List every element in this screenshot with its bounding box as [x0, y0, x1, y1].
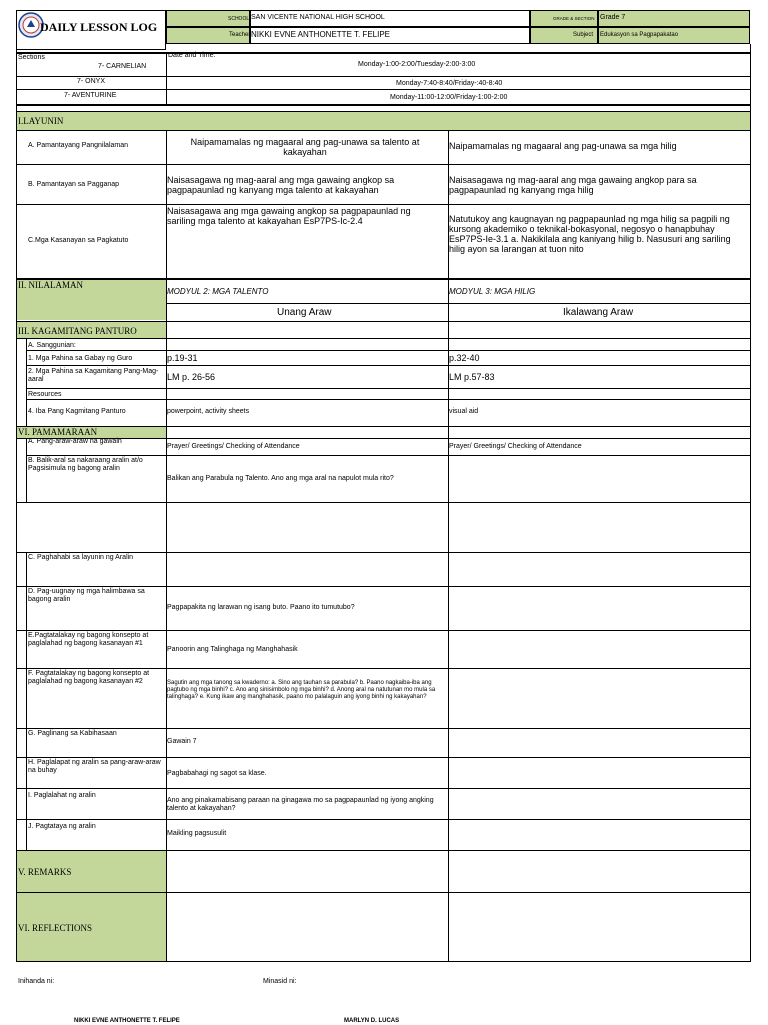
row-label: J. Pagtataya ng aralin [28, 823, 96, 830]
cell-text: p.19-31 [167, 353, 198, 363]
row-label: C. Paghahabi sa layunin ng Aralin [28, 554, 134, 561]
section-heading-kagamitan: III. KAGAMITANG PANTURO [18, 326, 137, 336]
checked-by-label: Minasid ni: [263, 978, 297, 985]
cell-text: Naisasagawa ang mga gawaing angkop sa pagpapaunlad ng sariling mga talento at kakayahan EsP7PS-Ic-2.4 [167, 206, 411, 226]
row-label: 2. Mga Pahina sa Kagamitang Pang-Mag-aaral [28, 368, 159, 383]
layunin-heading-bar [16, 111, 750, 130]
row-label: B. Pamantayan sa Pagganap [28, 181, 120, 188]
cell-text: Naipamamalas ng magaaral ang pag-unawa sa mga hilig [449, 141, 677, 151]
section-time: Monday-7:40-8:40/Friday-:40-8:40 [396, 80, 503, 87]
cell-text: Ano ang pinakamabisang paraan na ginagawa mo sa pagpapaunlad ng iyong angking talento at kakayahan? [167, 797, 434, 812]
teacher-label: Teacher [229, 32, 251, 38]
cell-text: Gawain 7 [167, 738, 197, 745]
row-label: I. Paglalahat ng aralin [28, 792, 96, 799]
datetime-label: Date and Time: [168, 52, 216, 59]
row-label: E.Pagtatalakay ng bagong konsepto at paglalahad ng bagong kasanayan #1 [28, 632, 149, 647]
row-label: A. Pamantayang Pangnilalaman [28, 142, 129, 149]
sections-label: Sections [18, 54, 45, 61]
section-name: 7- AVENTURINE [64, 92, 117, 99]
cell-text: p.32-40 [449, 353, 480, 363]
cell-text: visual aid [449, 408, 479, 415]
cell-text: Naipamamalas ng magaaral ang pag-unawa sa talento at kakayahan [190, 137, 420, 157]
cell-text: Maikling pagsusulit [167, 830, 227, 837]
section-heading-layunin: I.LAYUNIN [18, 116, 64, 126]
module-title: MODYUL 3: MGA HILIG [449, 287, 536, 296]
section-name: 7- CARNELIAN [98, 63, 147, 70]
cell-text: Naisasagawa ng mag-aaral ang mga gawaing angkop para sa pagpapaunlad ng kanyang mga hilig [449, 175, 697, 195]
row-label: 4. Iba Pang Kagmitang Panturo [28, 408, 126, 415]
cell-text: LM p. 26-56 [167, 372, 216, 382]
section-time: Monday-1:00-2:00/Tuesday-2:00-3:00 [358, 61, 476, 68]
section-heading-pamamaraan: VI. PAMAMARAAN [18, 427, 98, 437]
cell-text: powerpoint, activity sheets [167, 408, 250, 415]
school-label: SCHOOL [228, 16, 250, 22]
school-value: SAN VICENTE NATIONAL HIGH SCHOOL [251, 14, 385, 21]
prepared-by-name: NIKKI EVNE ANTHONETTE T. FELIPE [74, 1018, 180, 1024]
day-label: Ikalawang Araw [563, 307, 634, 318]
row-label: Resources [28, 391, 62, 398]
teacher-value: NIKKI EVNE ANTHONETTE T. FELIPE [251, 30, 390, 39]
cell-text: Naisasagawa ng mag-aaral ang mga gawaing angkop sa pagpapaunlad ng kanyang mga talento at kakayahan [167, 175, 395, 195]
cell-text: Prayer/ Greetings/ Checking of Attendance [167, 443, 300, 450]
cell-text: Pagbabahagi ng sagot sa klase. [167, 770, 267, 777]
row-label: B. Balik-aral sa nakaraang aralin at/o Pagsisimula ng bagong aralin [28, 457, 143, 472]
prepared-by-label: Inihanda ni: [18, 978, 55, 985]
section-time: Monday-11:00-12:00/Friday-1:00-2:00 [390, 94, 508, 101]
section-heading-reflections: VI. REFLECTIONS [18, 923, 92, 933]
row-label: C.Mga Kasanayan sa Pagkatuto [28, 237, 129, 244]
section-heading-remarks: V. REMARKS [18, 867, 72, 877]
cell-text: LM p.57-83 [449, 372, 495, 382]
row-label: 1. Mga Pahina sa Gabay ng Guro [28, 355, 133, 362]
day-label: Unang Araw [277, 307, 332, 318]
checked-by-name: MARLYN D. LUCAS [344, 1018, 400, 1024]
cell-text: Pagpapakita ng larawan ng isang buto. Paano ito tumutubo? [167, 604, 355, 611]
subject-label: Subject [573, 32, 594, 38]
cell-text: Prayer/ Greetings/ Checking of Attendance [449, 443, 582, 450]
row-label: F. Pagtatalakay ng bagong konsepto at paglalahad ng bagong kasanayan #2 [28, 670, 150, 685]
row-label: A. Pang-araw-araw na gawain [28, 438, 122, 445]
row-label: A. Sanggunian: [28, 342, 76, 349]
module-title: MODYUL 2: MGA TALENTO [167, 287, 269, 296]
remarks-input-area [166, 850, 751, 893]
row-label: D. Pag-uugnay ng mga halimbawa sa bagong aralin [28, 588, 145, 603]
page-title: DAILY LESSON LOG [40, 20, 158, 34]
row-label: H. Paglalapat ng aralin sa pang-araw-araw na buhay [28, 759, 161, 774]
cell-text: Natutukoy ang kaugnayan ng pagpapaunlad ng mga hilig sa pagpili ng kursong akademiko o teknikal-bokasyonal, negosyo o hanapbuhay EsP7PS-Ie-3.1 a. Nakikilala ang kaniyang hilig b. Nasusuri ang sariling hilig ayon sa larangan at tuon nito [449, 214, 731, 254]
section-name: 7- ONYX [77, 78, 106, 85]
grade-value: Grade 7 [600, 14, 626, 21]
section-heading-nilalaman: II. NILALAMAN [18, 280, 83, 290]
cell-text: Sagutin ang mga tanong sa kwaderno: a. Sino ang tauhan sa parabula? b. Paano nagkaiba-iba ang pagtubo ng mga binhi? c. Ano ang sinisimbolo ng mga binhi? d. Anong aral na natutunan mo mula sa talinghaga? e. Kung ikaw ang manghahasik, paano mo palalaguin ang iyong binhi ng kakayahan? [167, 680, 436, 700]
cell-text: Balikan ang Parabula ng Talento. Ano ang mga aral na napulot mula rito? [167, 475, 394, 482]
subject-value: Edukasyon sa Pagpapakatao [600, 32, 679, 38]
row-label: G. Paglinang sa Kabihasaan [28, 730, 117, 737]
grade-label: GRADE & SECTION [553, 16, 595, 21]
cell-text: Panoorin ang Talinghaga ng Manghahasik [167, 646, 298, 653]
